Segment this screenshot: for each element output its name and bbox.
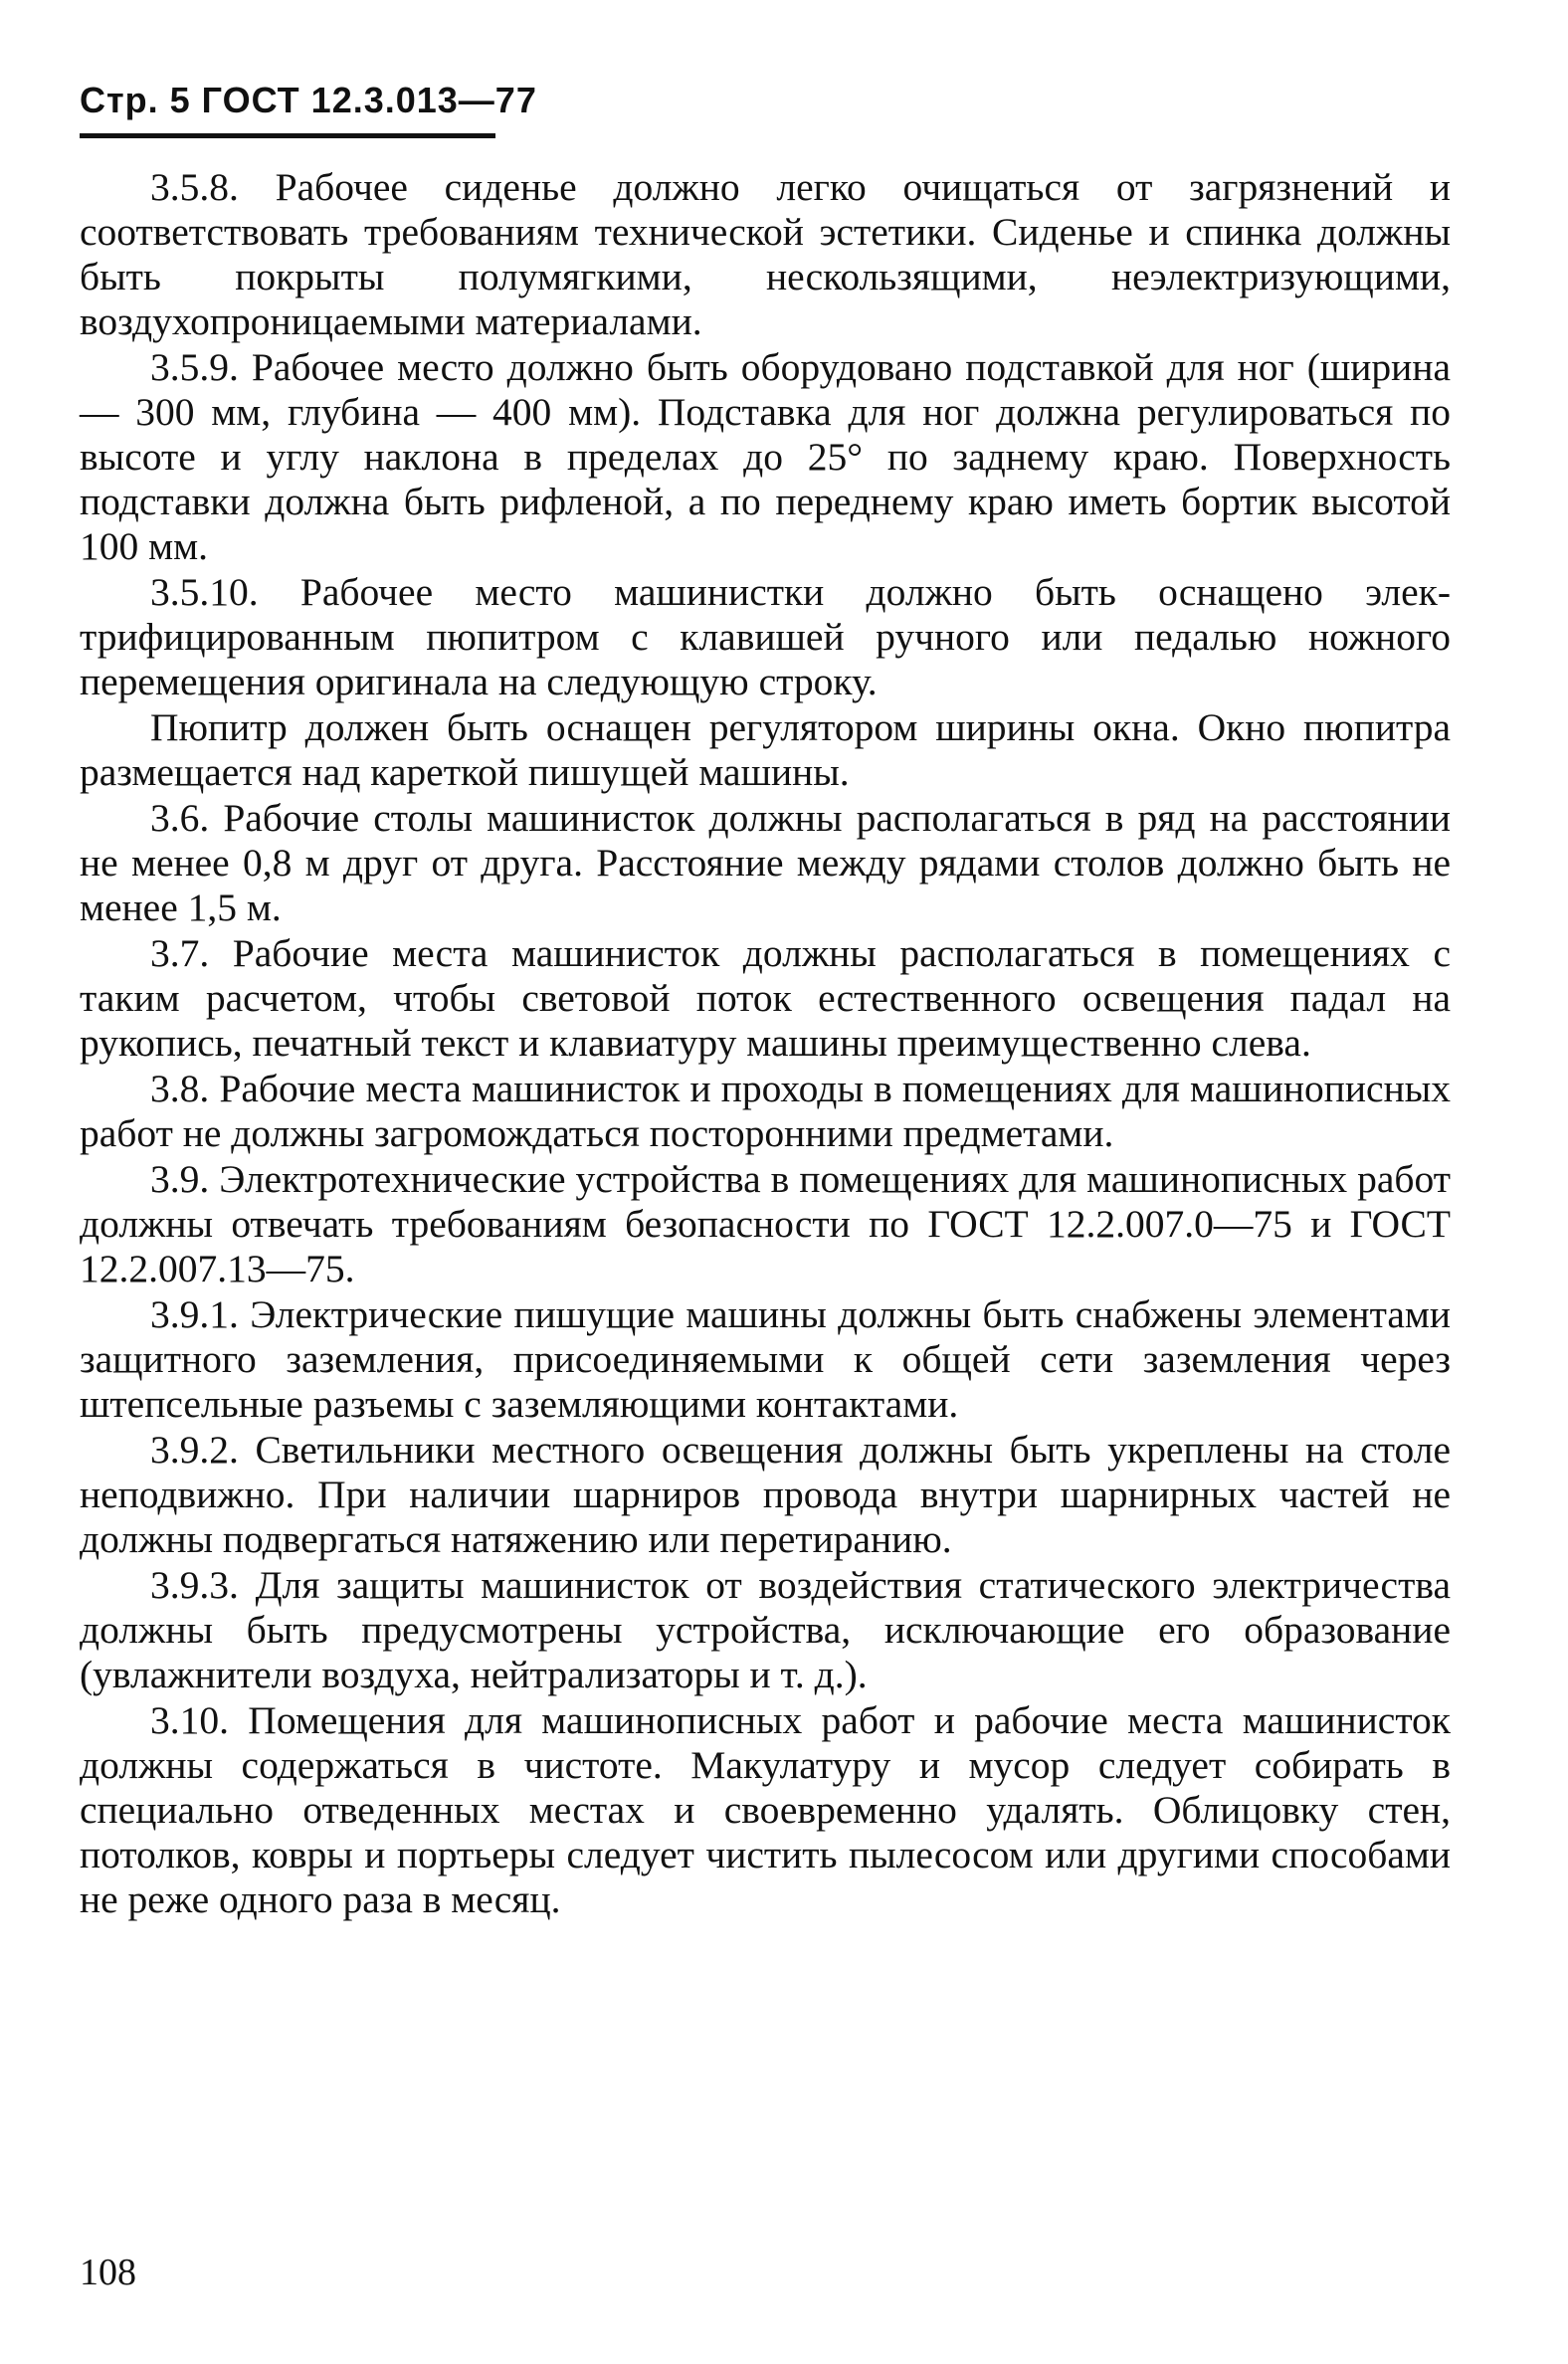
paragraph-3-6: 3.6. Рабочие столы машинисток должны располагаться в ряд на расстоянии не менее 0,8 м друг от друга. Расстояние между рядами столов должно быть не менее 1,5 м. xyxy=(80,796,1451,929)
paragraph-3-5-10: 3.5.10. Рабочее место машинистки должно быть оснащено электрифицированным пюпитром с клавишей ручного или педалью ножного перемещения оригинала на следующую строку. xyxy=(80,570,1451,703)
paragraph-3-5-8: 3.5.8. Рабочее сиденье должно легко очищаться от загрязнений и соответствовать требованиям технической эстетики. Сиденье и спинка должны быть покрыты полумягкими, нескользящими, неэлектризующими, воздухопроницаемыми материалами. xyxy=(80,165,1451,343)
header-rule xyxy=(80,133,495,138)
paragraph-3-9-1: 3.9.1. Электрические пишущие машины должны быть снабжены элементами защитного заземления, присоединяемыми к общей сети заземления через штепсельные разъемы с заземляющими контактами. xyxy=(80,1292,1451,1426)
running-header: Стр. 5 ГОСТ 12.3.013—77 xyxy=(80,80,537,120)
paragraph-3-5-9: 3.5.9. Рабочее место должно быть оборудовано подставкой для ног (ширина — 300 мм, глубина — 400 мм). Подставка для ног должна регулироваться по высоте и углу наклона в пределах до 25° по заднему краю. Поверхность подставки должна быть рифленой, а по переднему краю иметь бортик высотой 100 мм. xyxy=(80,345,1451,568)
paragraph-3-5-10-continued: Пюпитр должен быть оснащен регулятором ширины окна. Окно пюпитра размещается над кареткой пишущей машины. xyxy=(80,705,1451,794)
paragraph-3-8: 3.8. Рабочие места машинисток и проходы в помещениях для машинописных работ не должны загромождаться посторонними предметами. xyxy=(80,1067,1451,1155)
paragraph-3-10: 3.10. Помещения для машинописных работ и рабочие места машинисток должны содержаться в чистоте. Макулатуру и мусор следует собирать в специально отведенных местах и своевременно удалять. Облицовку стен, потолков, ковры и портьеры следует чистить пылесосом или другими способами не реже одного раза в месяц. xyxy=(80,1698,1451,1921)
paragraph-3-7: 3.7. Рабочие места машинисток должны располагаться в помещениях с таким расчетом, чтобы световой поток естественного освещения падал на рукопись, печатный текст и клавиатуру машины преимущественно слева. xyxy=(80,931,1451,1065)
body-text xyxy=(80,165,1451,1923)
page-number: 108 xyxy=(80,2252,136,2293)
paragraph-3-9-3: 3.9.3. Для защиты машинисток от воздействия статического электричества должны быть предусмотрены устройства, исключающие его образование (увлажнители воздуха, нейтрализаторы и т. д.). xyxy=(80,1563,1451,1696)
paragraph-3-9-2: 3.9.2. Светильники местного освещения должны быть укреплены на столе неподвижно. При наличии шарниров провода внутри шарнирных частей не должны подвергаться натяжению или перетиранию. xyxy=(80,1428,1451,1561)
paragraph-3-9: 3.9. Электротехнические устройства в помещениях для машинописных работ должны отвечать требованиям безопасности по ГОСТ 12.2.007.0—75 и ГОСТ 12.2.007.13—75. xyxy=(80,1157,1451,1290)
